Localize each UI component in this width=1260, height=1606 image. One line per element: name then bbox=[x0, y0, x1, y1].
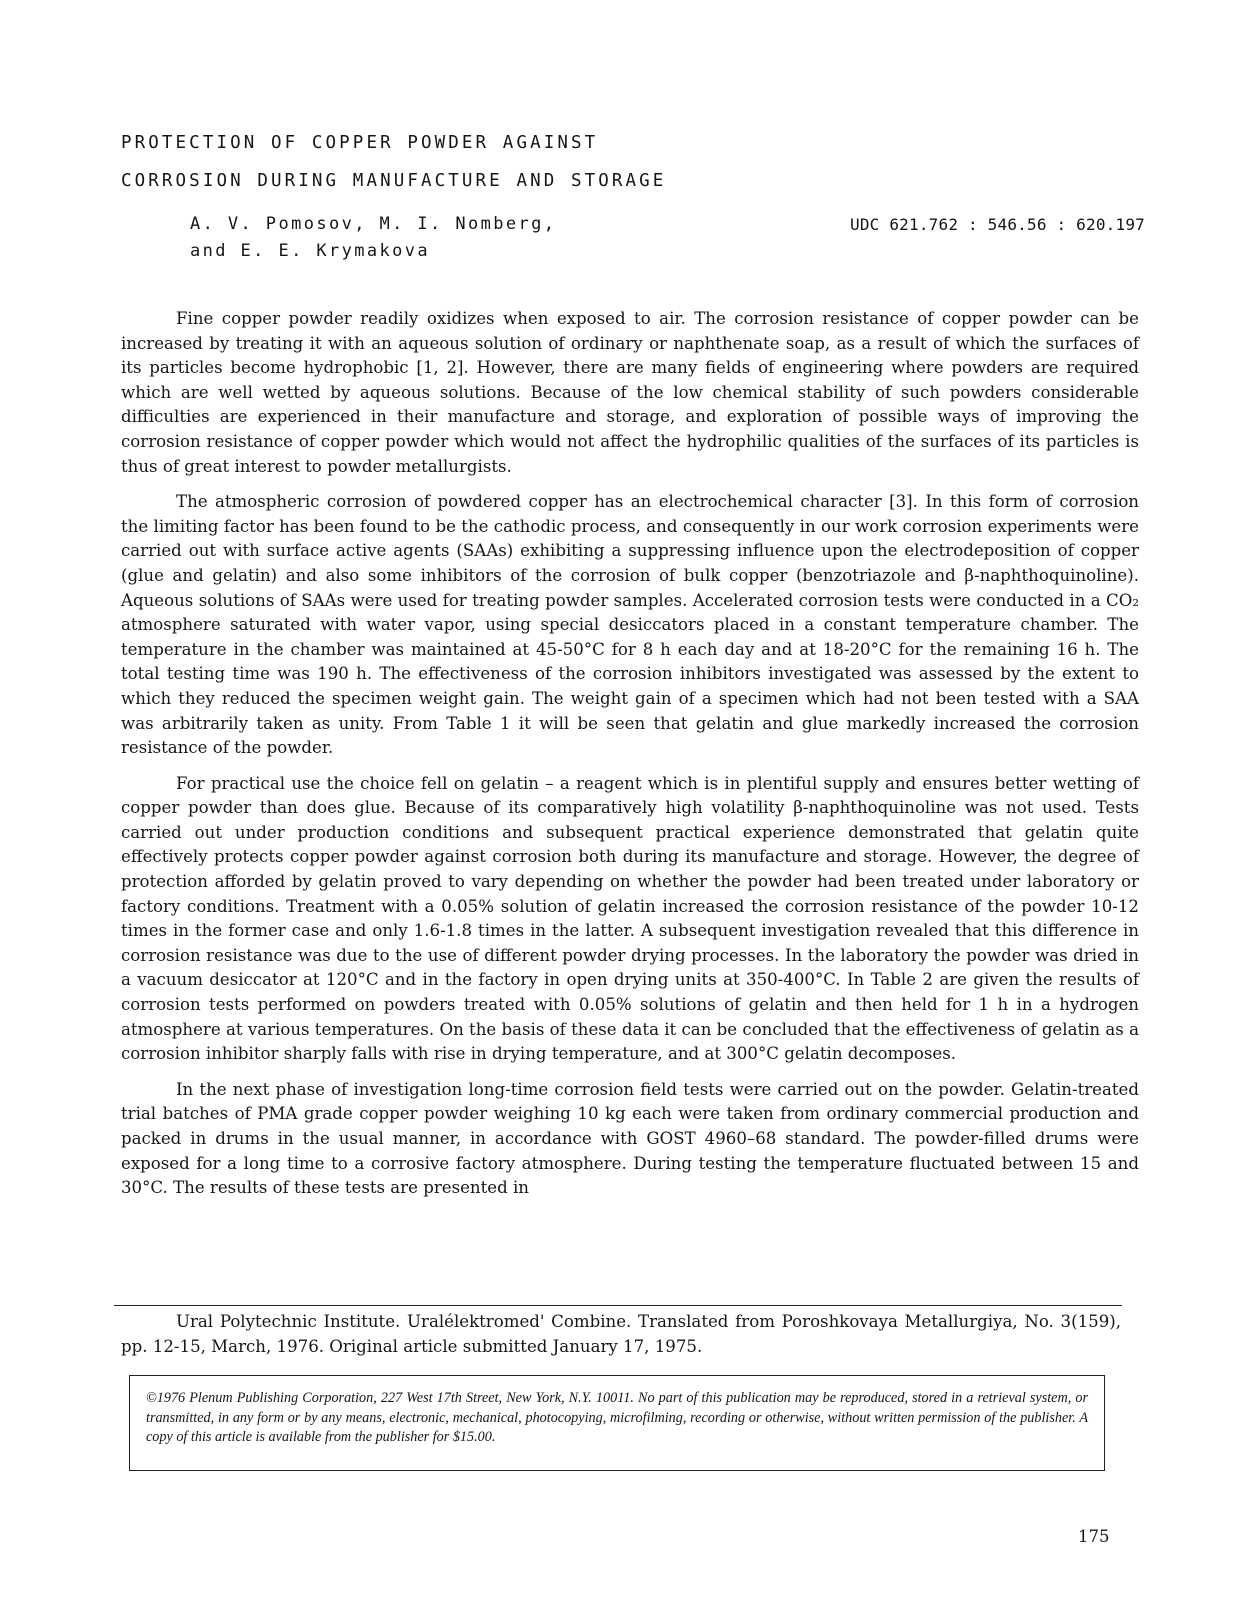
copyright-notice: ©1976 Plenum Publishing Corporation, 227 West 17th Street, New York, N.Y. 10011. No part of this publication may be reproduced, stored in a retrieval system, or transmitted, in any form or by any means, electronic, mechanical, photocopying, microfilming, recording or otherwise, without written permission of the publisher. A copy of this article is available from the publisher for $15.00. bbox=[129, 1375, 1105, 1471]
footnote-divider bbox=[114, 1305, 1122, 1306]
authors bbox=[190, 211, 750, 265]
article-title bbox=[121, 124, 1021, 200]
title-line-1: PROTECTION OF COPPER POWDER AGAINST bbox=[121, 133, 599, 153]
footnote: Ural Polytechnic Institute. Uralélektromed' Combine. Translated from Poroshkovaya Metallurgiya, No. 3(159), pp. 12-15, March, 1976. Original article submitted January 17, 1975. bbox=[121, 1312, 1121, 1356]
authors-line-2: and E. E. Krymakova bbox=[190, 241, 431, 261]
paragraph-1: Fine copper powder readily oxidizes when exposed to air. The corrosion resistance of copper powder can be increased by treating it with an aqueous solution of ordinary or naphthenate soap, as a result of which the surfaces of its particles become hydrophobic [1, 2]. However, there are many fields of engineering where powders are required which are well wetted by aqueous solutions. Because of the low chemical stability of such powders considerable difficulties are experienced in their manufacture and storage, and exploration of possible ways of improving the corrosion resistance of copper powder which would not affect the hydrophilic qualities of the surfaces of its particles is thus of great interest to powder metallurgists. bbox=[121, 309, 1139, 476]
paragraph-4: In the next phase of investigation long-time corrosion field tests were carried out on the powder. Gelatin-treated trial batches of PMA grade copper powder weighing 10 kg each were taken from ordinary commercial production and packed in drums in the usual manner, in accordance with GOST 4960–68 standard. The powder-filled drums were exposed for a long time to a corrosive factory atmosphere. During testing the temperature fluctuated between 15 and 30°C. The results of these tests are presented in bbox=[121, 1079, 1139, 1198]
authors-line-1: A. V. Pomosov, M. I. Nomberg, bbox=[190, 214, 557, 234]
udc-code: UDC 621.762 : 546.56 : 620.197 bbox=[850, 215, 1145, 234]
title-line-2: CORROSION DURING MANUFACTURE AND STORAGE bbox=[121, 171, 667, 191]
page-number: 175 bbox=[1078, 1527, 1110, 1546]
paragraph-3: For practical use the choice fell on gelatin – a reagent which is in plentiful supply and ensures better wetting of copper powder than does glue. Because of its comparatively high volatility β-naphthoquinoline was not used. Tests carried out under production conditions and subsequent practical experience demonstrated that gelatin quite effectively protects copper powder against corrosion both during its manufacture and storage. However, the degree of protection afforded by gelatin proved to vary depending on whether the powder had been treated under laboratory or factory conditions. Treatment with a 0.05% solution of gelatin increased the corrosion resistance of the powder 10-12 times in the former case and only 1.6-1.8 times in the latter. A subsequent investigation revealed that this difference in corrosion resistance was due to the use of different powder drying processes. In the laboratory the powder was dried in a vacuum desiccator at 120°C and in the factory in open drying units at 350-400°C. In Table 2 are given the results of corrosion tests performed on powders treated with 0.05% solutions of gelatin and then held for 1 h in a hydrogen atmosphere at various temperatures. On the basis of these data it can be concluded that the effectiveness of gelatin as a corrosion inhibitor sharply falls with rise in drying temperature, and at 300°C gelatin decomposes. bbox=[121, 773, 1139, 1064]
paragraph-2: The atmospheric corrosion of powdered copper has an electrochemical character [3]. In this form of corrosion the limiting factor has been found to be the cathodic process, and consequently in our work corrosion experiments were carried out with surface active agents (SAAs) exhibiting a suppressing influence upon the electrodeposition of copper (glue and gelatin) and also some inhibitors of the corrosion of bulk copper (benzotriazole and β-naphthoquinoline). Aqueous solutions of SAAs were used for treating powder samples. Accelerated corrosion tests were conducted in a CO₂ atmosphere saturated with water vapor, using special desiccators placed in a constant temperature chamber. The temperature in the chamber was maintained at 45-50°C for 8 h each day and at 18-20°C for the remaining 16 h. The total testing time was 190 h. The effectiveness of the corrosion inhibitors investigated was assessed by the extent to which they reduced the specimen weight gain. The weight gain of a specimen which had not been tested with a SAA was arbitrarily taken as unity. From Table 1 it will be seen that gelatin and glue markedly increased the corrosion resistance of the powder. bbox=[121, 492, 1139, 758]
article-body bbox=[121, 307, 1139, 1212]
